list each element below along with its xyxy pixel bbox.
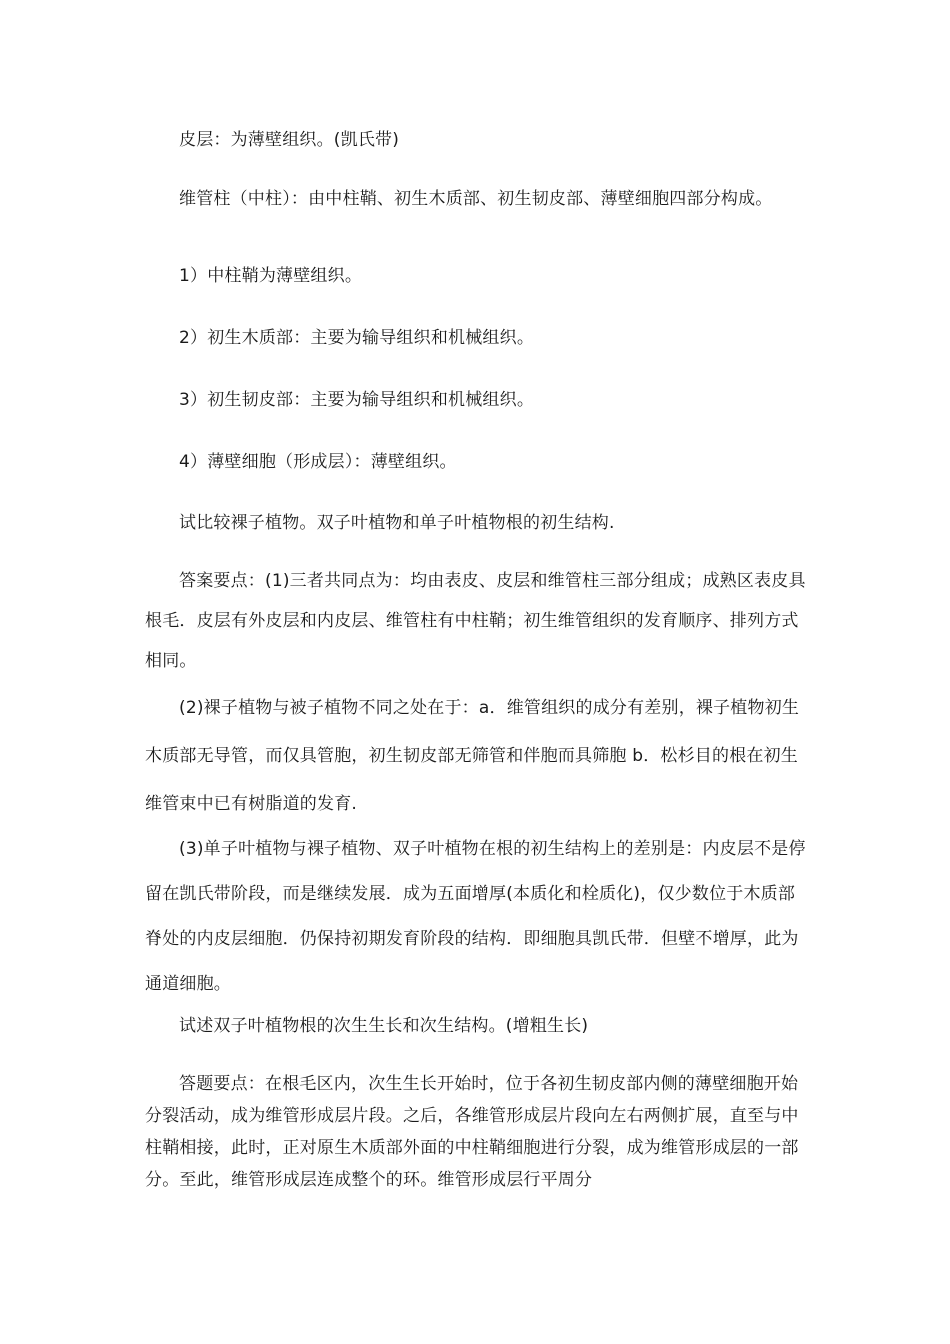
answer-secondary-growth: 答题要点：在根毛区内，次生生长开始时，位于各初生韧皮部内侧的薄壁细胞开始分裂活动，成为维管形成层片段。之后，各维管形成层片段向左右两侧扩展，直至与中柱鞘相接，此时，正对原生木质部外面的中柱鞘细胞进行分裂，成为维管形成层的一部分。至此，维管形成层连成整个的环。维管形成层行平周分 [145, 1074, 799, 1190]
paragraph-cortex: 皮层：为薄壁组织。(凯氏带) [179, 130, 400, 150]
answer-point-1: 答案要点：(1)三者共同点为：均由表皮、皮层和维管柱三部分组成；成熟区表皮具根毛．皮层有外皮层和内皮层、维管柱有中柱鞘；初生维管组织的发育顺序、排列方式相同。 [145, 571, 806, 671]
paragraph-item-3: 3）初生韧皮部：主要为输导组织和机械组织。 [179, 390, 535, 410]
question-secondary-growth: 试述双子叶植物根的次生生长和次生结构。(增粗生长) [179, 1016, 589, 1036]
paragraph-item-1: 1）中柱鞘为薄壁组织。 [179, 266, 363, 286]
answer-point-3: (3)单子叶植物与裸子植物、双子叶植物在根的初生结构上的差别是：内皮层不是停留在凯氏带阶段，而是继续发展．成为五面增厚(本质化和栓质化)，仅少数位于木质部脊处的内皮层细胞．仍保持初期发育阶段的结构．即细胞具凯氏带．但壁不增厚，此为通道细胞。 [145, 839, 806, 994]
paragraph-stele: 维管柱（中柱）：由中柱鞘、初生木质部、初生韧皮部、薄壁细胞四部分构成。 [179, 189, 773, 209]
question-compare: 试比较裸子植物。双子叶植物和单子叶植物根的初生结构. [179, 513, 615, 533]
paragraph-item-2: 2）初生木质部：主要为输导组织和机械组织。 [179, 328, 535, 348]
paragraph-item-4: 4）薄壁细胞（形成层）：薄壁组织。 [179, 452, 457, 472]
answer-point-2: (2)裸子植物与被子植物不同之处在于：a．维管组织的成分有差别，裸子植物初生木质部无导管，而仅具管胞，初生韧皮部无筛管和伴胞而具筛胞 b．松杉目的根在初生维管束中已有树脂道的发育. [145, 698, 800, 814]
